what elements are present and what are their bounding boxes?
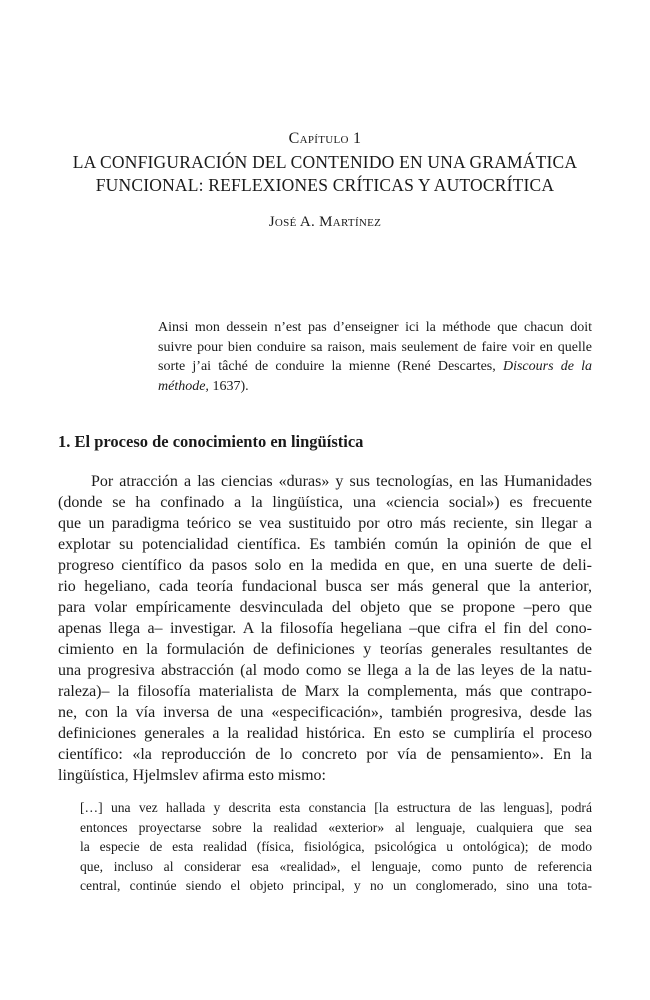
epigraph-work-title: Discours de la méthode, (158, 359, 592, 394)
body-line: definiciones generales a la realidad histórica. En esto se cumpliría el proceso (58, 725, 592, 742)
body-paragraph (58, 471, 592, 786)
body-line: progreso científico da pasos solo en la medida en que, en una suerte de deli- (58, 557, 592, 574)
body-line: para volar empíricamente desvinculada del objeto que se propone –pero que (58, 599, 592, 616)
body-line: lingüística, Hjelmslev afirma esto mismo: (58, 767, 326, 784)
body-line: cimiento en la formulación de definiciones y teorías generales resultantes de (58, 641, 592, 658)
epigraph-text: Ainsi mon dessein n’est pas d’enseigner ici la méthode que chacun doit suivre pour bien conduire sa raison, mais seulement de faire voir en quelle sorte j’ai tâché de conduire la mienne (René Descartes, (158, 320, 592, 374)
quote-line: la especie de esta realidad (física, fisiológica, psicológica u ontológica); de modo (80, 839, 592, 854)
block-quote (80, 798, 592, 896)
body-line: rio hegeliano, cada teoría fundacional busca ser más general que la anterior, (58, 578, 592, 595)
body-line: raleza)– la filosofía materialista de Marx la complementa, más que contrapo- (58, 683, 592, 700)
body-line: que un paradigma teórico se vea sustituido por otro más reciente, sin llegar a (58, 515, 592, 532)
chapter-label: Capítulo 1 (288, 130, 362, 147)
section-heading: 1. El proceso de conocimiento en lingüística (58, 432, 364, 451)
body-line: una progresiva abstracción (al modo como se llega a la de las leyes de la natu- (58, 662, 592, 679)
body-line: apenas llega a– investigar. A la filosofía hegeliana –que cifra el fin del cono- (58, 620, 592, 637)
quote-line: que, incluso al considerar esa «realidad», el lenguaje, como punto de referencia (80, 858, 592, 874)
author-name: José A. Martínez (268, 214, 382, 230)
body-line: explotar su potencialidad científica. Es también común la opinión de que el (58, 536, 592, 553)
body-line: Por atracción a las ciencias «duras» y sus tecnologías, en las Humanidades (91, 473, 592, 490)
quote-line: […] una vez hallada y descrita esta constancia [la estructura de las lenguas], podrá (80, 800, 592, 815)
epigraph (158, 318, 592, 396)
chapter-title: LA CONFIGURACIÓN DEL CONTENIDO EN UNA GRAMÁTICA FUNCIONAL: REFLEXIONES CRÍTICAS Y AUTOCRÍTICA (72, 152, 578, 195)
epigraph-year: 1637). (208, 378, 249, 394)
quote-line: central, continúe siendo el objeto principal, y no un conglomerado, sino una tota- (80, 878, 592, 893)
body-line: (donde se ha confinado a la lingüística, una «ciencia social») es frecuente (58, 494, 592, 511)
quote-line: entonces proyectarse sobre la realidad «exterior» al lenguaje, cualquiera que sea (80, 819, 592, 835)
body-line: ne, con la vía inversa de una «especificación», también progresiva, desde las (58, 704, 592, 721)
body-line: científico: «la reproducción de lo concreto por vía de pensamiento». En la (58, 746, 592, 763)
